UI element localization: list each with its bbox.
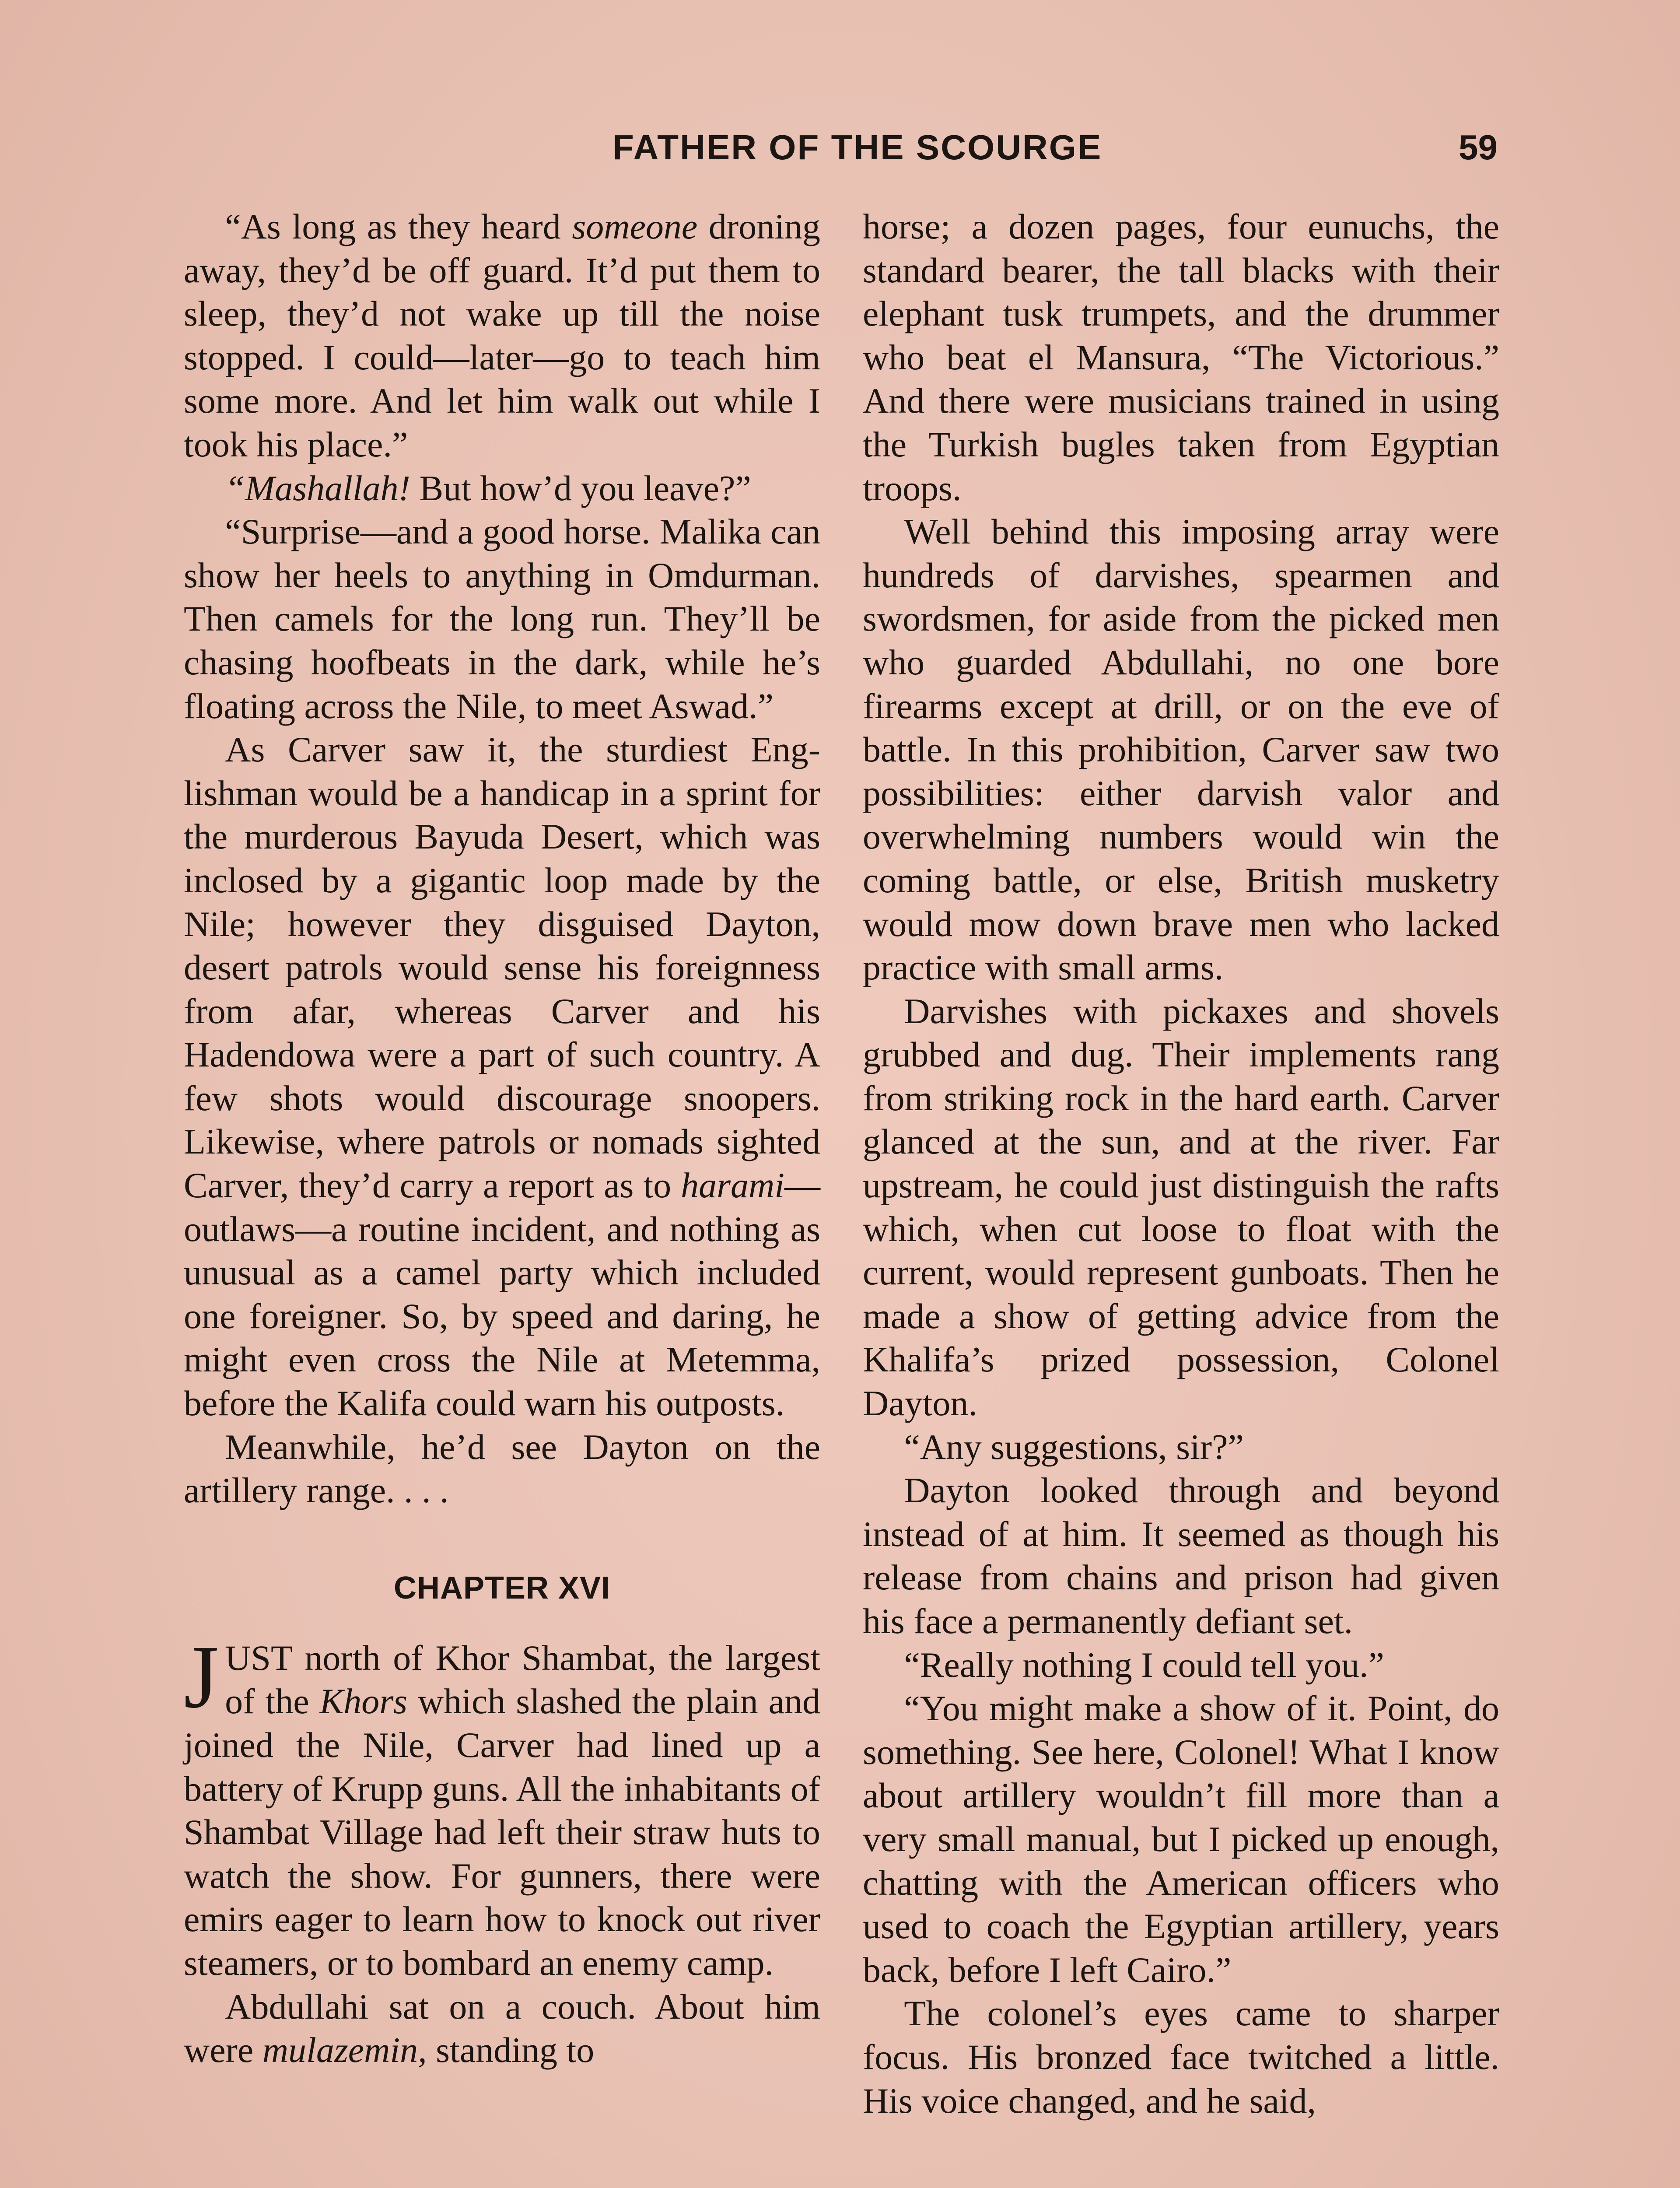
drop-cap: J: [184, 1626, 219, 1727]
small-caps-run: UST: [225, 1637, 292, 1678]
paragraph: Darvishes with pickaxes and shovels grubbed and dug. Their implements rang from striking rock in the hard earth. Carver glanced at the sun, and at the river. Far upstream, he could just distinguish the rafts which, when cut loose to float with the current, would represent gunboats. Then he made a show of getting advice from the Khalifa’s prized possession, Colonel Dayton.: [863, 991, 1499, 1424]
paragraph: horse; a dozen pages, four eunuchs, the standard bearer, the tall blacks with their elephant tusk trumpets, and the drummer who beat el Mansura, “The Victorious.” And there were musicians trained in using the Turkish bugles taken from Egyptian troops.: [863, 207, 1499, 508]
paragraph: “Really nothing I could tell you.”: [904, 1645, 1384, 1685]
text-run: As Carver saw it, the sturdiest Englishman would be a handicap in a sprint for the murderous Bayuda Desert, which was inclosed by a gigantic loop made by the Nile; however they disguised Dayton, desert patrols would sense his foreignness from afar, whereas Carver and his Hadendowa were a part of such country. A few shots would discourage snoopers. Likewise, where patrols or nomads sighted Carver, they’d carry a report as to: [184, 729, 820, 1206]
emphasis: someone: [572, 207, 698, 246]
paragraph: “You might make a show of it. Point, do something. See here, Colonel! What I know about artillery wouldn’t fill more than a very small manual, but I picked up enough, chatting with the American officers who used to coach the Egyptian artillery, years back, before I left Cairo.”: [863, 1688, 1499, 1990]
emphasis: mulazemin,: [262, 2030, 427, 2070]
chapter-heading: CHAPTER XVI: [393, 1570, 611, 1606]
paragraph: [184, 205, 820, 466]
page-number: 59: [1459, 128, 1498, 167]
paragraph: Well behind this imposing array were hundreds of darvishes, spearmen and swordsmen, for aside from the picked men who guarded Abdullahi, no one bore firearms except at drill, or on the eve of battle. In this prohibition, Carver saw two possibilities: either darvish valor and overwhelming numbers would win the coming battle, or else, British musketry would mow down brave men who lacked practice with small arms.: [863, 512, 1499, 988]
paragraph: [184, 728, 820, 1425]
paragraph: The colonel’s eyes came to sharper focus. His bronzed face twitched a little. His voice changed, and he said,: [863, 1993, 1499, 2121]
emphasis: Khors: [319, 1681, 408, 1722]
paragraph: “Any suggestions, sir?”: [904, 1427, 1244, 1467]
text-run: north of Khor Shambat, the largest of the: [225, 1637, 820, 1722]
emphasis: “Mashallah!: [225, 468, 410, 508]
running-header: [0, 123, 1680, 172]
paragraph: [184, 466, 820, 510]
text-run: “As long as they heard: [225, 207, 572, 246]
right-column: [863, 205, 1499, 2122]
text-run: —outlaws—a routine incident, and nothing as unusual as a camel party which included one foreigner. So, by speed and daring, he might even cross the Nile at Metemma, before the Kalifa could warn his outposts.: [184, 1165, 820, 1424]
paragraph: [184, 1985, 820, 2072]
text-run: But how’d you leave?”: [410, 468, 751, 508]
paragraph: “Surprise—and a good horse. Malika can show her heels to anything in Omdurman. Then camels for the long run. They’ll be chasing hoofbeats in the dark, while he’s floating across the Nile, to meet Aswad.”: [184, 512, 820, 726]
left-column: [184, 205, 820, 2072]
text-run: droning away, they’d be off guard. It’d put them to sleep, they’d not wake up till the noise stopped. I could—later—go to teach him some more. And let him walk out while I took his place.”: [184, 207, 821, 464]
text-run: Abdullahi sat on a couch. About him were: [184, 1986, 820, 2070]
text-run: standing to: [427, 2030, 595, 2070]
text-run: which slashed the plain and joined the Nile, Carver had lined up a battery of Krupp guns. All the inhabitants of Shambat Village had left their straw huts to watch the show. For gunners, there were emirs eager to learn how to knock out river steamers, or to bombard an enemy camp.: [184, 1681, 820, 1983]
chapter-opening-paragraph: [184, 1626, 820, 1985]
paragraph: Dayton looked through and beyond instead of at him. It seemed as though his release from chains and prison had given his face a permanently defiant set.: [863, 1470, 1499, 1641]
emphasis: harami: [681, 1165, 784, 1206]
running-title: FATHER OF THE SCOURGE: [612, 128, 1102, 167]
paragraph: Meanwhile, he’d see Dayton on the artillery range. . . .: [184, 1427, 820, 1511]
